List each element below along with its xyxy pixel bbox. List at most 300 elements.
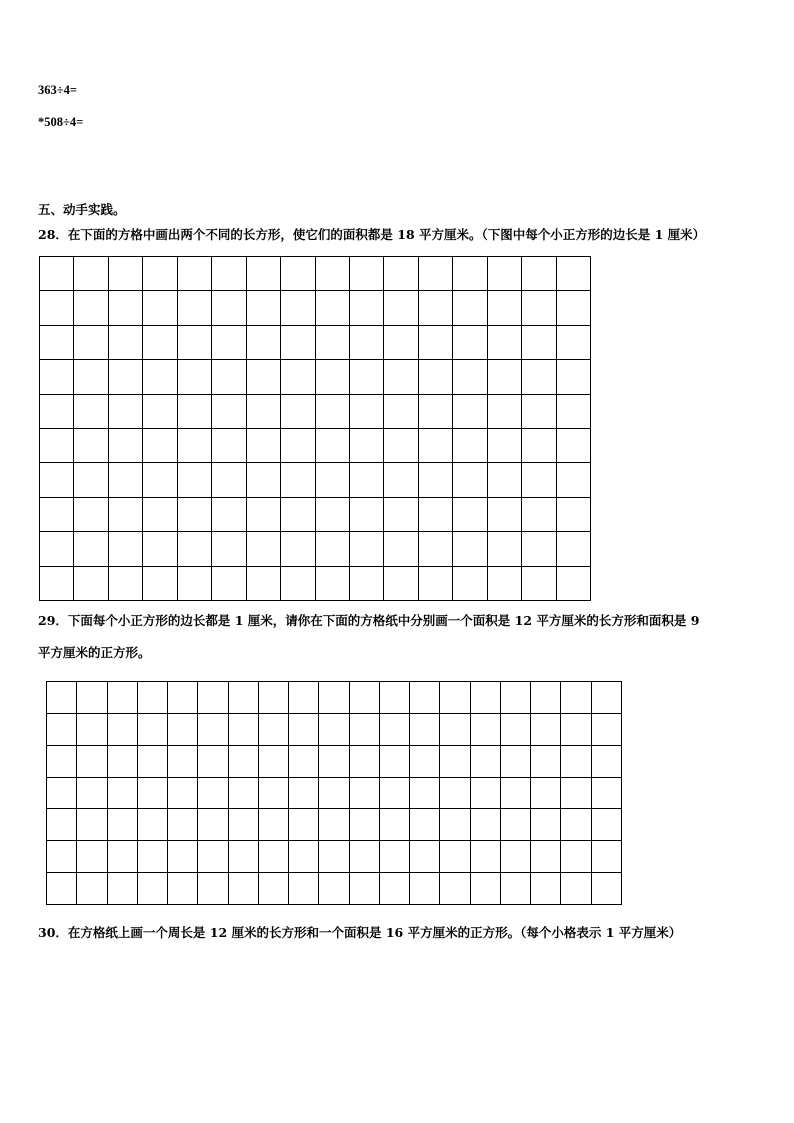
grid-cell <box>247 463 281 497</box>
grid-cell <box>108 682 138 714</box>
grid-cell <box>316 326 350 360</box>
question-29-line-1: 29．下面每个小正方形的边长都是 1 厘米，请你在下面的方格纸中分别画一个面积是 12 平方厘米的长方形和面积是 9 <box>38 613 700 628</box>
question-28-grid <box>39 256 591 601</box>
grid-cell <box>471 778 501 810</box>
grid-cell <box>384 326 418 360</box>
grid-cell <box>143 463 177 497</box>
question-29-line-2: 平方厘米的正方形。 <box>38 645 151 660</box>
grid-cell <box>380 873 410 905</box>
grid-cell <box>522 395 556 429</box>
grid-cell <box>212 532 246 566</box>
grid-cell <box>501 809 531 841</box>
grid-cell <box>501 714 531 746</box>
grid-cell <box>138 682 168 714</box>
grid-cell <box>109 463 143 497</box>
grid-cell <box>109 567 143 601</box>
grid-cell <box>247 395 281 429</box>
grid-cell <box>350 809 380 841</box>
grid-cell <box>259 778 289 810</box>
grid-cell <box>281 463 315 497</box>
grid-cell <box>109 429 143 463</box>
grid-cell <box>380 682 410 714</box>
grid-cell <box>557 567 591 601</box>
grid-cell <box>419 326 453 360</box>
grid-cell <box>40 360 74 394</box>
grid-cell <box>281 395 315 429</box>
grid-cell <box>488 498 522 532</box>
grid-cell <box>380 714 410 746</box>
grid-cell <box>108 873 138 905</box>
grid-cell <box>247 326 281 360</box>
grid-cell <box>281 567 315 601</box>
grid-cell <box>281 429 315 463</box>
grid-cell <box>40 257 74 291</box>
grid-cell <box>40 291 74 325</box>
grid-cell <box>289 841 319 873</box>
grid-cell <box>281 532 315 566</box>
grid-cell <box>74 395 108 429</box>
grid-cell <box>212 395 246 429</box>
grid-cell <box>501 682 531 714</box>
grid-cell <box>281 291 315 325</box>
grid-cell <box>319 873 349 905</box>
grid-cell <box>557 532 591 566</box>
grid-cell <box>47 682 77 714</box>
grid-cell <box>289 778 319 810</box>
grid-cell <box>77 841 107 873</box>
grid-cell <box>440 682 470 714</box>
grid-cell <box>259 682 289 714</box>
grid-cell <box>289 809 319 841</box>
grid-cell <box>592 809 622 841</box>
grid-cell <box>138 873 168 905</box>
grid-cell <box>289 746 319 778</box>
grid-cell <box>40 463 74 497</box>
grid-cell <box>109 326 143 360</box>
grid-cell <box>592 714 622 746</box>
grid-cell <box>561 841 591 873</box>
grid-cell <box>198 746 228 778</box>
grid-cell <box>453 395 487 429</box>
grid-cell <box>143 498 177 532</box>
grid-cell <box>350 360 384 394</box>
grid-cell <box>488 532 522 566</box>
grid-cell <box>557 498 591 532</box>
grid-cell <box>419 532 453 566</box>
grid-cell <box>531 746 561 778</box>
grid-cell <box>501 746 531 778</box>
grid-cell <box>108 778 138 810</box>
grid-cell <box>410 746 440 778</box>
grid-cell <box>178 463 212 497</box>
grid-cell <box>350 532 384 566</box>
grid-cell <box>316 257 350 291</box>
grid-cell <box>350 257 384 291</box>
grid-cell <box>522 291 556 325</box>
grid-cell <box>178 291 212 325</box>
grid-cell <box>316 532 350 566</box>
grid-cell <box>384 429 418 463</box>
grid-cell <box>410 841 440 873</box>
grid-cell <box>561 809 591 841</box>
grid-cell <box>410 714 440 746</box>
grid-cell <box>453 567 487 601</box>
grid-cell <box>108 841 138 873</box>
grid-cell <box>488 257 522 291</box>
calculation-363-div-4: 363÷4= <box>38 83 77 97</box>
grid-cell <box>178 429 212 463</box>
grid-cell <box>384 291 418 325</box>
grid-cell <box>281 498 315 532</box>
grid-cell <box>350 291 384 325</box>
grid-cell <box>259 841 289 873</box>
grid-cell <box>419 429 453 463</box>
grid-cell <box>74 567 108 601</box>
grid-cell <box>319 841 349 873</box>
question-30-text: 30．在方格纸上画一个周长是 12 厘米的长方形和一个面积是 16 平方厘米的正方形。（每个小格表示 1 平方厘米） <box>38 925 682 940</box>
grid-cell <box>47 778 77 810</box>
grid-cell <box>380 809 410 841</box>
grid-cell <box>247 567 281 601</box>
grid-cell <box>74 291 108 325</box>
grid-cell <box>289 682 319 714</box>
grid-cell <box>453 463 487 497</box>
grid-cell <box>384 567 418 601</box>
grid-cell <box>108 809 138 841</box>
grid-cell <box>471 841 501 873</box>
grid-cell <box>419 567 453 601</box>
grid-cell <box>419 395 453 429</box>
question-29-grid <box>46 681 622 905</box>
grid-cell <box>453 326 487 360</box>
grid-cell <box>316 360 350 394</box>
grid-cell <box>168 714 198 746</box>
grid-cell <box>281 326 315 360</box>
grid-cell <box>178 360 212 394</box>
grid-cell <box>229 746 259 778</box>
grid-cell <box>488 326 522 360</box>
grid-cell <box>229 682 259 714</box>
grid-cell <box>561 778 591 810</box>
grid-cell <box>247 532 281 566</box>
grid-cell <box>247 429 281 463</box>
grid-cell <box>592 873 622 905</box>
grid-cell <box>229 714 259 746</box>
grid-cell <box>198 809 228 841</box>
grid-cell <box>289 873 319 905</box>
grid-cell <box>247 257 281 291</box>
grid-cell <box>350 778 380 810</box>
grid-cell <box>168 873 198 905</box>
grid-cell <box>316 463 350 497</box>
grid-cell <box>350 429 384 463</box>
grid-cell <box>531 841 561 873</box>
grid-cell <box>380 778 410 810</box>
grid-cell <box>77 714 107 746</box>
grid-cell <box>419 498 453 532</box>
grid-cell <box>178 395 212 429</box>
grid-cell <box>440 746 470 778</box>
calculation-508-div-4: *508÷4= <box>38 115 84 129</box>
grid-cell <box>108 714 138 746</box>
grid-cell <box>47 841 77 873</box>
grid-cell <box>557 257 591 291</box>
grid-cell <box>229 778 259 810</box>
grid-cell <box>47 809 77 841</box>
grid-cell <box>592 682 622 714</box>
grid-cell <box>316 498 350 532</box>
grid-cell <box>143 291 177 325</box>
grid-cell <box>178 498 212 532</box>
grid-cell <box>198 841 228 873</box>
grid-cell <box>74 326 108 360</box>
grid-cell <box>557 360 591 394</box>
grid-cell <box>384 498 418 532</box>
grid-cell <box>289 714 319 746</box>
grid-cell <box>77 873 107 905</box>
grid-cell <box>212 326 246 360</box>
grid-cell <box>557 291 591 325</box>
grid-cell <box>143 532 177 566</box>
grid-cell <box>384 360 418 394</box>
grid-cell <box>138 746 168 778</box>
grid-cell <box>74 463 108 497</box>
grid-cell <box>488 360 522 394</box>
grid-cell <box>77 746 107 778</box>
grid-cell <box>453 257 487 291</box>
grid-cell <box>168 682 198 714</box>
grid-cell <box>316 395 350 429</box>
section-heading: 五、动手实践。 <box>38 202 126 217</box>
grid-cell <box>419 360 453 394</box>
grid-cell <box>522 257 556 291</box>
grid-cell <box>522 463 556 497</box>
grid-cell <box>410 682 440 714</box>
grid-cell <box>40 395 74 429</box>
grid-cell <box>522 429 556 463</box>
grid-cell <box>108 746 138 778</box>
grid-cell <box>77 778 107 810</box>
grid-cell <box>471 809 501 841</box>
grid-cell <box>178 532 212 566</box>
grid-cell <box>281 360 315 394</box>
grid-cell <box>531 714 561 746</box>
grid-cell <box>47 714 77 746</box>
grid-cell <box>453 291 487 325</box>
grid-cell <box>212 360 246 394</box>
grid-cell <box>198 873 228 905</box>
grid-cell <box>178 257 212 291</box>
grid-cell <box>531 778 561 810</box>
grid-cell <box>557 326 591 360</box>
grid-cell <box>350 682 380 714</box>
grid-cell <box>440 841 470 873</box>
grid-cell <box>40 567 74 601</box>
grid-cell <box>440 778 470 810</box>
grid-cell <box>410 778 440 810</box>
grid-cell <box>212 429 246 463</box>
grid-cell <box>109 395 143 429</box>
grid-cell <box>410 809 440 841</box>
grid-cell <box>109 498 143 532</box>
grid-cell <box>212 463 246 497</box>
grid-cell <box>74 532 108 566</box>
grid-cell <box>350 746 380 778</box>
grid-cell <box>419 257 453 291</box>
grid-cell <box>316 429 350 463</box>
grid-cell <box>77 682 107 714</box>
grid-cell <box>109 257 143 291</box>
grid-cell <box>419 291 453 325</box>
grid-cell <box>561 714 591 746</box>
question-28-text: 28．在下面的方格中画出两个不同的长方形，使它们的面积都是 18 平方厘米。（下图中每个小正方形的边长是 1 厘米） <box>38 227 706 242</box>
grid-cell <box>143 567 177 601</box>
grid-cell <box>198 682 228 714</box>
grid-cell <box>522 532 556 566</box>
grid-cell <box>198 714 228 746</box>
grid-cell <box>143 395 177 429</box>
grid-cell <box>557 395 591 429</box>
grid-cell <box>281 257 315 291</box>
grid-cell <box>488 567 522 601</box>
grid-cell <box>350 714 380 746</box>
grid-cell <box>40 326 74 360</box>
grid-cell <box>350 841 380 873</box>
grid-cell <box>316 291 350 325</box>
grid-cell <box>384 395 418 429</box>
grid-cell <box>453 429 487 463</box>
grid-cell <box>74 429 108 463</box>
grid-cell <box>247 291 281 325</box>
grid-cell <box>212 257 246 291</box>
grid-cell <box>259 873 289 905</box>
grid-cell <box>168 746 198 778</box>
grid-cell <box>453 360 487 394</box>
grid-cell <box>561 746 591 778</box>
grid-cell <box>488 395 522 429</box>
grid-cell <box>440 873 470 905</box>
grid-cell <box>350 498 384 532</box>
grid-cell <box>212 498 246 532</box>
grid-cell <box>138 778 168 810</box>
grid-cell <box>501 841 531 873</box>
grid-cell <box>40 498 74 532</box>
grid-cell <box>319 746 349 778</box>
grid-cell <box>138 714 168 746</box>
grid-cell <box>350 567 384 601</box>
grid-cell <box>531 809 561 841</box>
grid-cell <box>350 326 384 360</box>
grid-cell <box>319 682 349 714</box>
grid-cell <box>471 714 501 746</box>
grid-cell <box>592 778 622 810</box>
grid-cell <box>410 873 440 905</box>
grid-cell <box>143 326 177 360</box>
grid-cell <box>501 778 531 810</box>
grid-cell <box>453 532 487 566</box>
grid-cell <box>384 532 418 566</box>
grid-cell <box>47 746 77 778</box>
grid-cell <box>384 257 418 291</box>
grid-cell <box>168 841 198 873</box>
grid-cell <box>471 873 501 905</box>
grid-cell <box>109 291 143 325</box>
grid-cell <box>74 360 108 394</box>
grid-cell <box>471 682 501 714</box>
grid-cell <box>561 873 591 905</box>
grid-cell <box>380 746 410 778</box>
grid-cell <box>522 567 556 601</box>
grid-cell <box>143 257 177 291</box>
grid-cell <box>198 778 228 810</box>
grid-cell <box>319 809 349 841</box>
grid-cell <box>522 326 556 360</box>
grid-cell <box>592 746 622 778</box>
grid-cell <box>109 360 143 394</box>
grid-cell <box>440 714 470 746</box>
grid-cell <box>316 567 350 601</box>
grid-cell <box>440 809 470 841</box>
grid-cell <box>143 429 177 463</box>
grid-cell <box>531 682 561 714</box>
grid-cell <box>138 841 168 873</box>
grid-cell <box>380 841 410 873</box>
grid-cell <box>247 498 281 532</box>
grid-cell <box>168 778 198 810</box>
grid-cell <box>229 841 259 873</box>
grid-cell <box>74 257 108 291</box>
grid-cell <box>592 841 622 873</box>
grid-cell <box>557 429 591 463</box>
grid-cell <box>77 809 107 841</box>
grid-cell <box>522 498 556 532</box>
grid-cell <box>488 429 522 463</box>
grid-cell <box>531 873 561 905</box>
grid-cell <box>229 873 259 905</box>
grid-cell <box>319 714 349 746</box>
grid-cell <box>109 532 143 566</box>
grid-cell <box>561 682 591 714</box>
grid-cell <box>178 326 212 360</box>
grid-cell <box>259 714 289 746</box>
grid-cell <box>74 498 108 532</box>
grid-cell <box>212 567 246 601</box>
grid-cell <box>259 809 289 841</box>
grid-cell <box>212 291 246 325</box>
grid-cell <box>40 429 74 463</box>
grid-cell <box>319 778 349 810</box>
grid-cell <box>471 746 501 778</box>
grid-cell <box>350 395 384 429</box>
grid-cell <box>384 463 418 497</box>
grid-cell <box>522 360 556 394</box>
grid-cell <box>247 360 281 394</box>
grid-cell <box>350 873 380 905</box>
grid-cell <box>350 463 384 497</box>
grid-cell <box>229 809 259 841</box>
grid-cell <box>419 463 453 497</box>
grid-cell <box>47 873 77 905</box>
grid-cell <box>488 291 522 325</box>
grid-cell <box>168 809 198 841</box>
grid-cell <box>501 873 531 905</box>
grid-cell <box>453 498 487 532</box>
grid-cell <box>40 532 74 566</box>
grid-cell <box>557 463 591 497</box>
grid-cell <box>178 567 212 601</box>
grid-cell <box>138 809 168 841</box>
grid-cell <box>143 360 177 394</box>
